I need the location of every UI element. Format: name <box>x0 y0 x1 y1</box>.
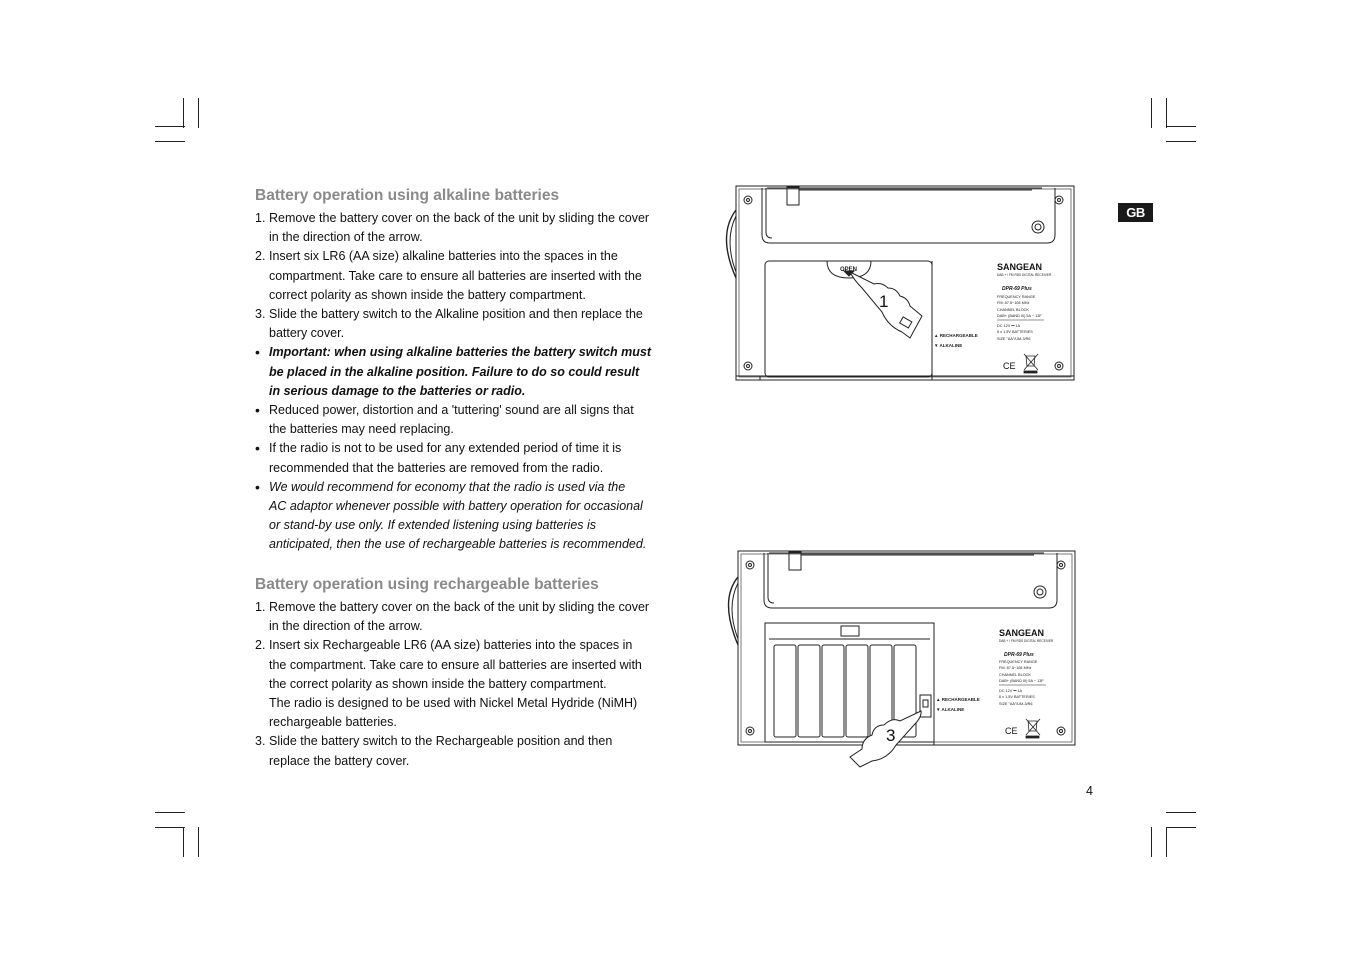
spec-line: DAB+ (BAND III) 5A ~ 13F <box>999 679 1044 683</box>
spec-line: 6 x 1.5V BATTERIES <box>997 330 1033 334</box>
bullet-icon: • <box>255 478 260 495</box>
step-label: 1 <box>879 292 889 311</box>
spec-line: DC 12V ⎓ 1A <box>999 689 1023 693</box>
alkaline-instructions <box>255 209 675 555</box>
battery-switch <box>920 695 931 717</box>
radio-back-figure-cover <box>712 180 1082 385</box>
list-item <box>255 209 675 247</box>
step-text: Insert six Rechargeable LR6 (AA size) batteries into the spaces in the compartment. Take care to ensure all batteries are inserted with the correct polarity as shown inside the battery compartment. The radio is designed to be used with Nickel Metal Hydride (NiMH) rechargeable batteries. <box>269 638 642 730</box>
list-item <box>255 732 675 770</box>
spec-line: FM: 87.5~108 MHz <box>997 301 1030 305</box>
step-number: 2. <box>255 638 266 653</box>
step-text: Remove the battery cover on the back of the unit by sliding the cover in the direction of the arrow. <box>269 600 650 634</box>
spec-line: FREQUENCY RANGE <box>999 660 1038 664</box>
list-item-important <box>255 343 675 401</box>
bullet-icon: • <box>255 402 260 419</box>
step-number: 1. <box>255 211 266 225</box>
switch-alkaline-label: ▼ ALKALINE <box>934 343 963 348</box>
section-heading-rechargeable: Battery operation using rechargeable batteries <box>255 576 599 593</box>
brand-logo: SANGEAN <box>997 262 1043 272</box>
language-badge: GB <box>1118 203 1153 222</box>
battery-cell <box>822 645 844 737</box>
step-text: Insert six LR6 (AA size) alkaline batteries into the spaces in the compartment. Take care to ensure all batteries are inserted with the correct polarity as shown inside the battery compartment. <box>269 249 642 302</box>
bullet-icon: • <box>255 344 260 361</box>
model-name: DPR-69 Plus <box>1002 286 1032 292</box>
recommendation-text: We would recommend for economy that the radio is used via the AC adaptor whenever possible with battery operation for occasional or stand-by use only. If extended listening using batteries is anticipated, then the use of rechargeable batteries is recommended. <box>269 479 647 552</box>
brand-subtitle: DAB + / FM RDS DIGITAL RECEIVER <box>997 273 1052 277</box>
brand-logo: SANGEAN <box>999 628 1045 638</box>
list-item <box>255 478 675 555</box>
switch-rechargeable-label: ▲ RECHARGEABLE <box>936 697 980 702</box>
radio-handle <box>764 553 1057 608</box>
spec-list <box>997 295 1042 341</box>
screw-icon <box>744 196 1063 370</box>
step-number: 2. <box>255 249 266 264</box>
ce-mark: CE <box>1005 726 1018 736</box>
screw-icon <box>746 561 1065 735</box>
step-text: Slide the battery switch to the Rechargeable position and then replace the battery cover. <box>269 734 613 768</box>
brand-subtitle: DAB + / FM RDS DIGITAL RECEIVER <box>999 639 1054 643</box>
spec-line: SIZE "AA"/UM-3/R6 <box>999 702 1033 706</box>
list-item <box>255 636 675 732</box>
spec-line: CHANNEL BLOCK <box>999 673 1031 677</box>
list-item <box>255 305 675 343</box>
spec-line: 6 x 1.5V BATTERIES <box>999 695 1035 699</box>
battery-cell <box>846 645 868 737</box>
spec-line: CHANNEL BLOCK <box>997 308 1029 312</box>
step-number: 3. <box>255 307 266 322</box>
spec-line: FREQUENCY RANGE <box>997 295 1036 299</box>
bullet-icon: • <box>255 440 260 457</box>
spec-line: FM: 87.5~108 MHz <box>999 666 1032 670</box>
weee-bin-icon <box>1024 354 1038 373</box>
radio-handle <box>762 188 1055 243</box>
spec-line: DAB+ (BAND III) 5A ~ 13F <box>997 314 1042 318</box>
bullet-text: Reduced power, distortion and a 'tuttering' sound are all signs that the batteries may need replacing. <box>269 403 634 437</box>
important-warning-text: Important: when using alkaline batteries the battery switch must be placed in the alkaline position. Failure to do so could result in serious damage to the batteries or radio. <box>269 345 652 398</box>
step-number: 1. <box>255 600 266 614</box>
radio-body <box>738 551 1075 745</box>
list-item <box>255 401 675 439</box>
battery-cell <box>774 645 796 737</box>
weee-bin-icon <box>1026 719 1040 738</box>
list-item <box>255 598 675 636</box>
spec-line: DC 12V ⎓ 1A <box>997 324 1021 328</box>
step-number: 3. <box>255 734 266 749</box>
step-text: Remove the battery cover on the back of the unit by sliding the cover in the direction of the arrow. <box>269 211 650 245</box>
rechargeable-instructions <box>255 598 675 771</box>
switch-alkaline-label: ▼ ALKALINE <box>936 707 965 712</box>
spec-line: SIZE "AA"/UM-3/R6 <box>997 337 1031 341</box>
section-heading-alkaline: Battery operation using alkaline batteries <box>255 187 560 204</box>
step-text: Slide the battery switch to the Alkaline position and then replace the battery cover. <box>269 307 643 341</box>
radio-body <box>736 186 1074 380</box>
radio-back-figure-open <box>712 545 1082 770</box>
spec-list <box>999 660 1044 706</box>
list-item <box>255 439 675 477</box>
bullet-text: If the radio is not to be used for any extended period of time it is recommended that the batteries are removed from the radio. <box>269 441 622 475</box>
switch-rechargeable-label: ▲ RECHARGEABLE <box>934 333 978 338</box>
ce-mark: CE <box>1003 361 1016 371</box>
battery-cell <box>798 645 820 737</box>
open-label: OPEN <box>840 267 858 273</box>
step-label: 3 <box>886 726 896 745</box>
model-name: DPR-69 Plus <box>1004 652 1034 658</box>
list-item <box>255 247 675 305</box>
page-number: 4 <box>1086 784 1093 798</box>
